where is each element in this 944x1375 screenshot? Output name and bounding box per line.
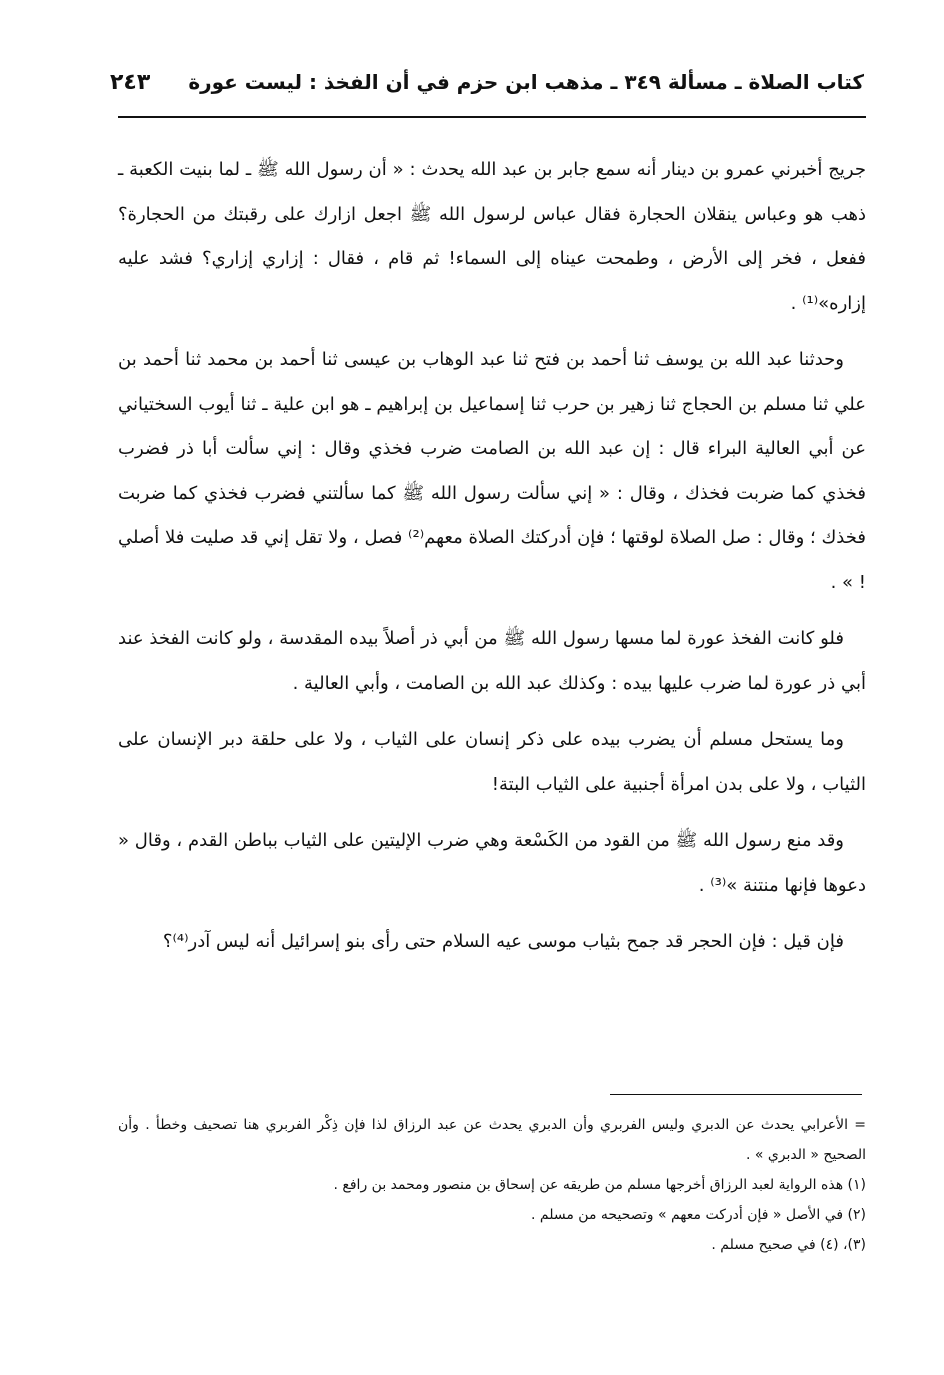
footnote: (١) هذه الرواية لعبد الرزاق أخرجها مسلم من طريقه عن إسحاق بن منصور ومحمد بن رافع . (333, 1177, 866, 1193)
footnote: = الأعرابي يحدث عن الدبري وليس الفربري وأن الدبري يحدث عن عبد الرزاق لذا فإن ذِكْر الفربري هنا تصحيف وخطأ . وأن الصحيح « الدبري » . (118, 1117, 866, 1163)
footnote: (٢) في الأصل « فإن أدركت معهم » وتصحيحه من مسلم . (531, 1207, 866, 1223)
paragraph: وما يستحل مسلم أن يضرب بيده على ذكر إنسان على الثياب ، ولا على حلقة دبر الإنسان على الثياب ، ولا على بدن امرأة أجنبية على الثياب البتة! (118, 729, 866, 795)
page-number: ٢٤٣ (110, 69, 151, 95)
running-title: كتاب الصلاة ـ مسألة ٣٤٩ ـ مذهب ابن حزم في أن الفخذ : ليست عورة (188, 70, 864, 94)
header-divider (118, 116, 866, 118)
footnote-divider (610, 1094, 862, 1095)
running-header (110, 60, 864, 104)
paragraph: وحدثنا عبد الله بن يوسف ثنا أحمد بن فتح ثنا عبد الوهاب بن عيسى ثنا أحمد بن محمد ثنا أحمد بن علي ثنا مسلم بن الحجاج ثنا زهير بن حرب ثنا إسماعيل بن إبراهيم ـ هو ابن علية ـ ثنا أيوب السختياني عن أبي العالية البراء قال : إن عبد الله بن الصامت ضرب فخذي وقال : إني سألت أبا ذر فضرب فخذي كما ضربت فخذك ، وقال : « إني سألت رسول الله ﷺ كما سألتني فضرب فخذي كما ضربت فخذك ؛ وقال : صل الصلاة لوقتها ؛ فإن أدركتك الصلاة معهم⁽²⁾ فصل ، ولا تقل إني قد صليت فلا أصلي ! » . (118, 349, 866, 593)
footnote: (٣)، (٤) في صحيح مسلم . (711, 1237, 866, 1253)
main-text (118, 148, 866, 977)
paragraph: فإن قيل : فإن الحجر قد جمح بثياب موسى عيه السلام حتى رأى بنو إسرائيل أنه ليس آدر⁽⁴⁾؟ (162, 931, 844, 952)
paragraph: فلو كانت الفخذ عورة لما مسها رسول الله ﷺ من أبي ذر أصلاً بيده المقدسة ، ولو كانت الفخذ عند أبي ذر عورة لما ضرب عليها بيده : وكذلك عبد الله بن الصامت ، وأبي العالية . (118, 628, 866, 694)
paragraph: جريج أخبرني عمرو بن دينار أنه سمع جابر بن عبد الله يحدث : « أن رسول الله ﷺ ـ لما بنيت الكعبة ـ ذهب هو وعباس ينقلان الحجارة فقال عباس لرسول الله ﷺ اجعل ازارك على رقبتك من الحجارة؟ ففعل ، فخر إلى الأرض ، وطمحت عيناه إلى السماء! ثم قام ، فقال : إزاري إزاري؟ فشد عليه إزاره»⁽¹⁾ . (118, 159, 866, 314)
paragraph: وقد منع رسول الله ﷺ من القود من الكَسْعة وهي ضرب الإليتين على الثياب بباطن القدم ، وقال « دعوها فإنها منتنة »⁽³⁾ . (118, 830, 866, 896)
footnotes (118, 1110, 866, 1260)
